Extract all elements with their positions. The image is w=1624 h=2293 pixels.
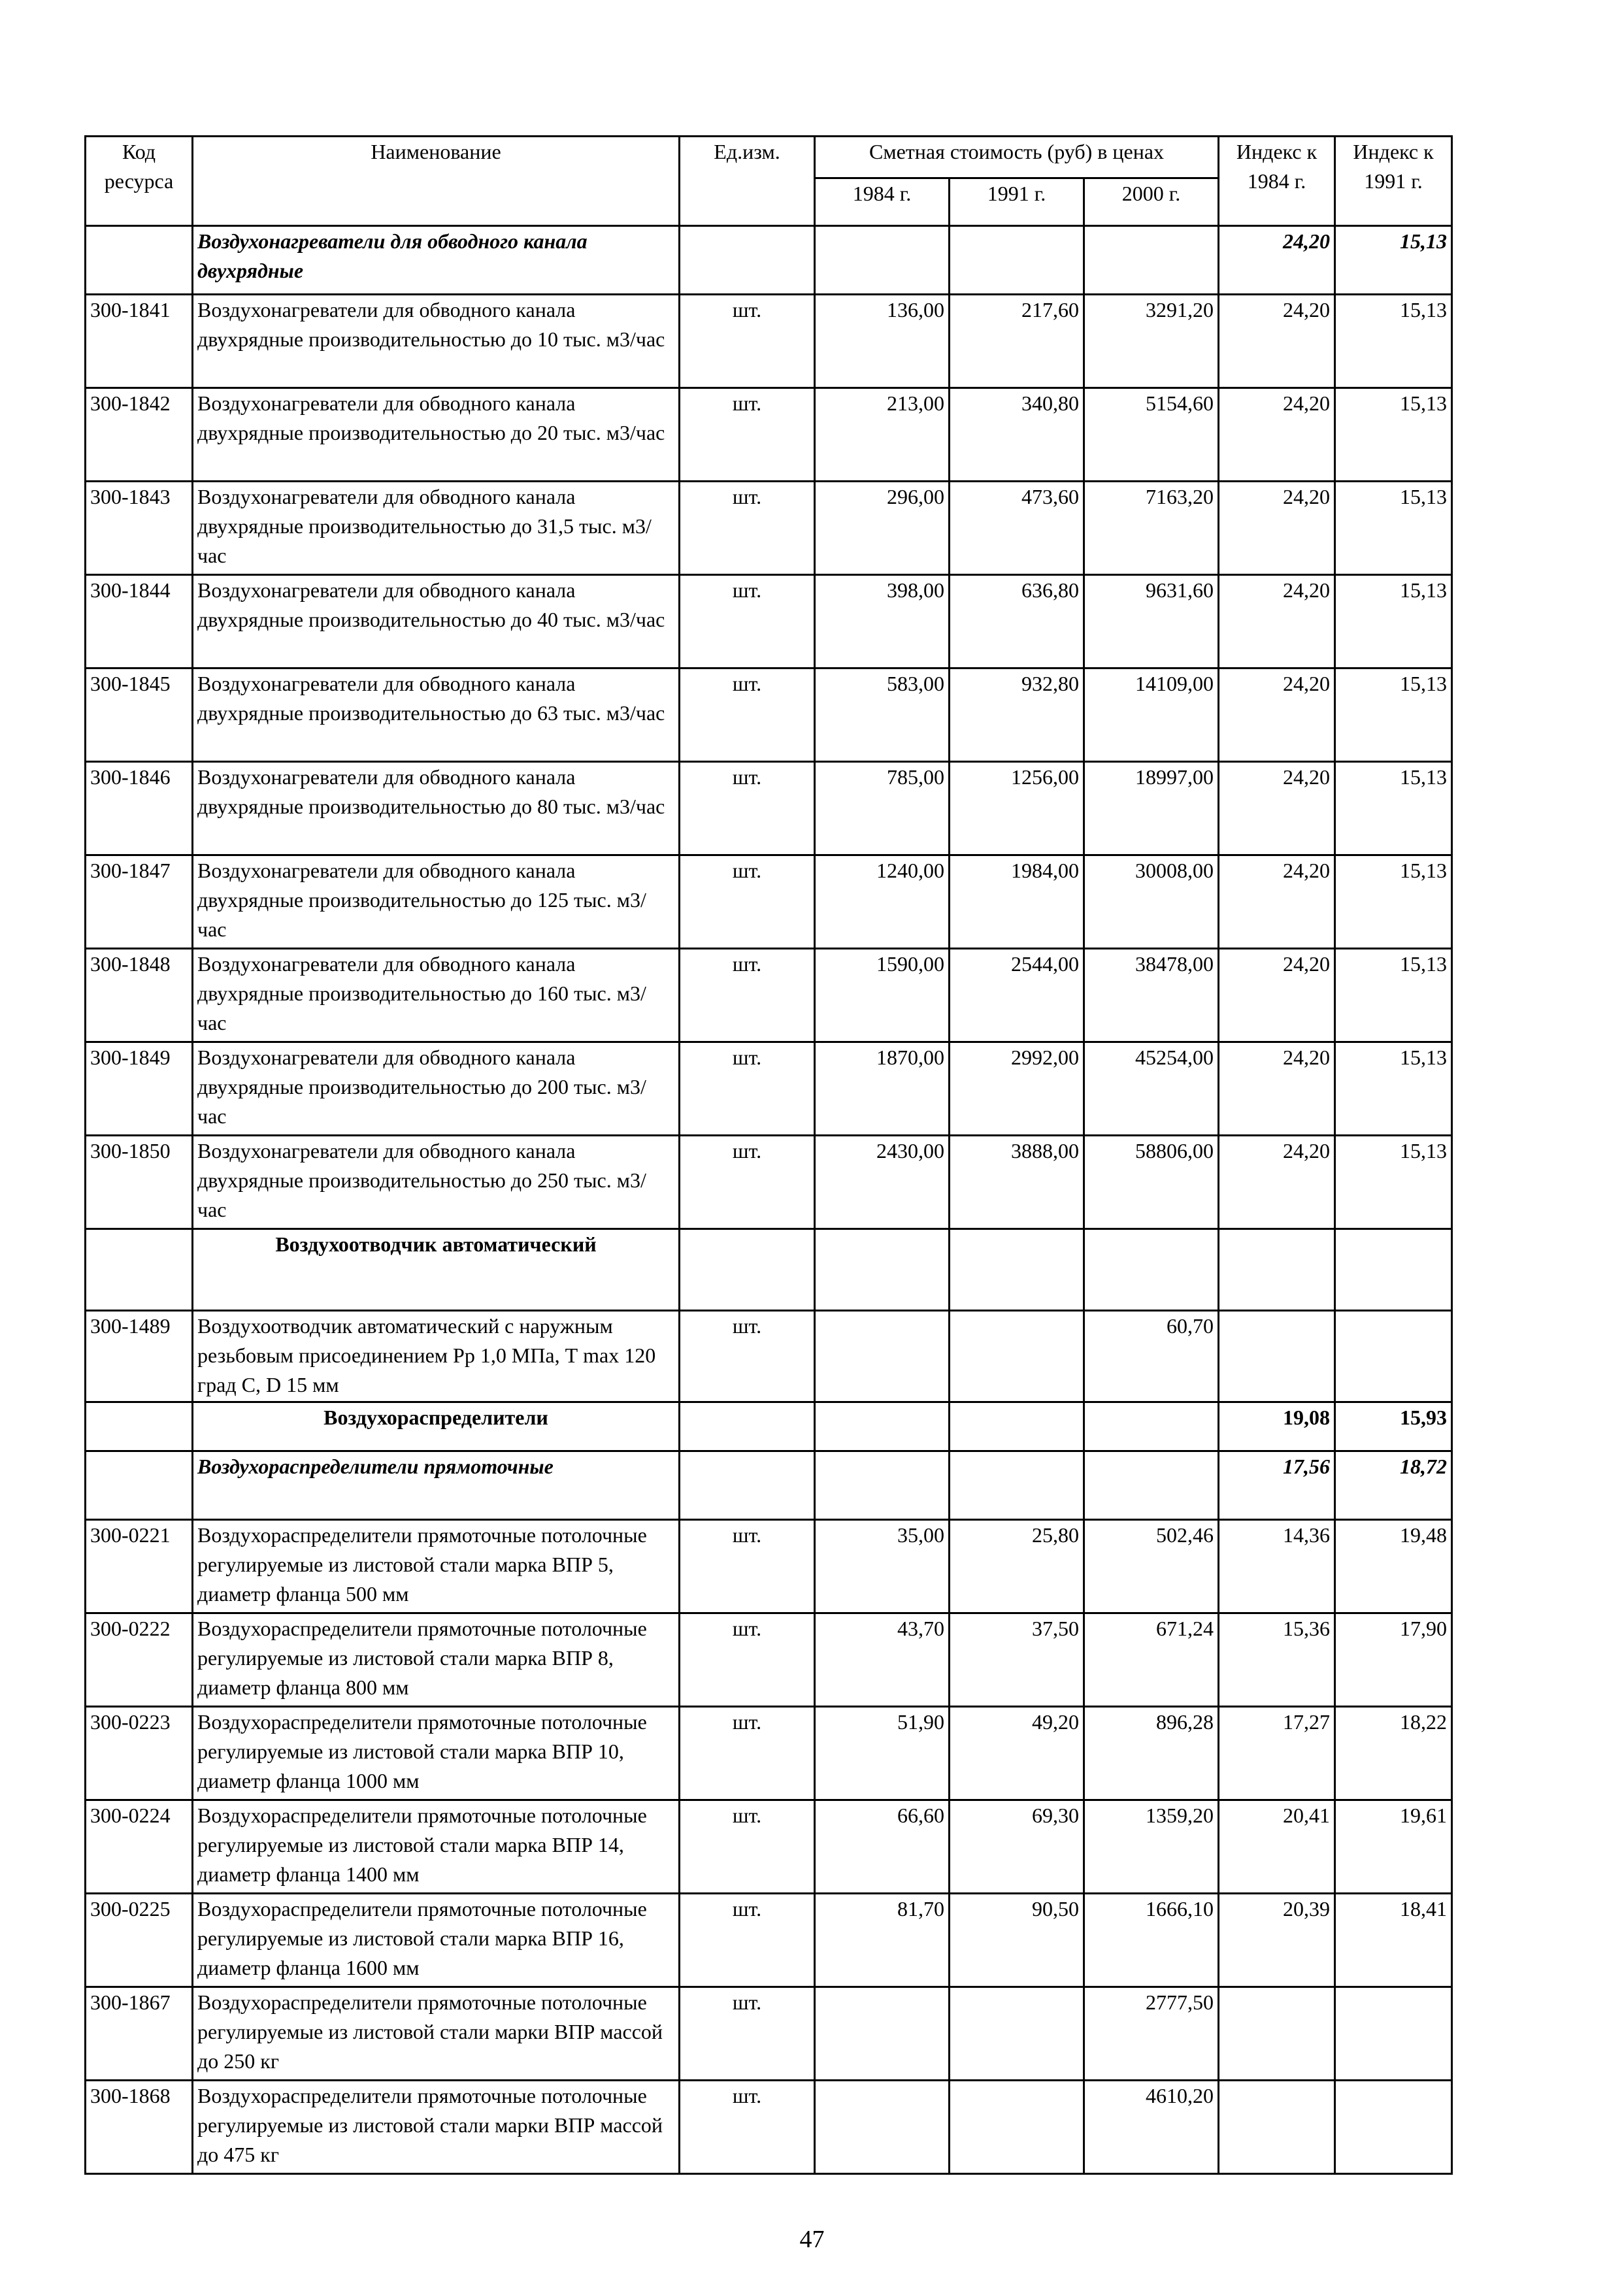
- row-index-1991: 15,13: [1335, 1136, 1452, 1229]
- table-row: [86, 482, 1452, 575]
- row-code: 300-1842: [86, 388, 193, 482]
- section-row: [86, 1451, 1452, 1520]
- table-body: [86, 226, 1452, 295]
- row-code: 300-1848: [86, 949, 193, 1042]
- row-price-1984: 43,70: [815, 1613, 950, 1707]
- row-index-1984: 20,41: [1219, 1800, 1335, 1894]
- table-row: [86, 1894, 1452, 1987]
- header-row-1: [86, 137, 1452, 178]
- section-2: [86, 1229, 1452, 1520]
- row-price-2000: 3291,20: [1084, 295, 1219, 388]
- row-price-1984: [815, 1987, 950, 2081]
- row-unit: шт.: [680, 1894, 815, 1987]
- row-price-1984: 296,00: [815, 482, 950, 575]
- row-code: 300-1847: [86, 855, 193, 949]
- row-price-1984: 583,00: [815, 668, 950, 762]
- row-price-2000: 502,46: [1084, 1520, 1219, 1613]
- row-name: Воздухоотводчик автоматический с наружным резьбовым присоединением Рр 1,0 МПа, Т max 120 град С, D 15 мм: [193, 1311, 680, 1402]
- row-price-1984: 81,70: [815, 1894, 950, 1987]
- row-index-1984: 14,36: [1219, 1520, 1335, 1613]
- row-index-1991: [1335, 1987, 1452, 2081]
- table-row: [86, 1136, 1452, 1229]
- row-price-1984: 51,90: [815, 1707, 950, 1800]
- section-index-1991: 15,13: [1335, 226, 1452, 295]
- row-index-1984: 24,20: [1219, 949, 1335, 1042]
- row-price-1984: [815, 2081, 950, 2174]
- row-index-1991: 15,13: [1335, 762, 1452, 855]
- header-year-1984: 1984 г.: [815, 178, 950, 226]
- row-code: 300-1843: [86, 482, 193, 575]
- table-row: [86, 1707, 1452, 1800]
- row-price-2000: 5154,60: [1084, 388, 1219, 482]
- row-price-2000: 7163,20: [1084, 482, 1219, 575]
- table-row: [86, 388, 1452, 482]
- row-unit: шт.: [680, 1042, 815, 1136]
- row-index-1984: 15,36: [1219, 1613, 1335, 1707]
- row-price-2000: 896,28: [1084, 1707, 1219, 1800]
- row-code: 300-0223: [86, 1707, 193, 1800]
- section-index-1991: 18,72: [1335, 1451, 1452, 1520]
- row-unit: шт.: [680, 1520, 815, 1613]
- row-name: Воздухонагреватели для обводного канала двухрядные производительностью до 160 тыс. м3/час: [193, 949, 680, 1042]
- row-index-1984: 24,20: [1219, 1042, 1335, 1136]
- section-index-1984: 17,56: [1219, 1451, 1335, 1520]
- row-name: Воздухонагреватели для обводного канала двухрядные производительностью до 200 тыс. м3/час: [193, 1042, 680, 1136]
- row-name: Воздухораспределители прямоточные потолочные регулируемые из листовой стали марки ВПР массой до 475 кг: [193, 2081, 680, 2174]
- rows-group-3: [86, 1520, 1452, 2174]
- row-unit: шт.: [680, 388, 815, 482]
- table-row: [86, 949, 1452, 1042]
- row-price-1991: 3888,00: [950, 1136, 1084, 1229]
- section-row: [86, 1229, 1452, 1311]
- row-name: Воздухонагреватели для обводного канала двухрядные производительностью до 125 тыс. м3/час: [193, 855, 680, 949]
- row-index-1991: 15,13: [1335, 668, 1452, 762]
- row-price-2000: 60,70: [1084, 1311, 1219, 1402]
- row-index-1984: 24,20: [1219, 482, 1335, 575]
- row-index-1991: 15,13: [1335, 949, 1452, 1042]
- row-price-1991: 636,80: [950, 575, 1084, 668]
- row-name: Воздухораспределители прямоточные потолочные регулируемые из листовой стали марки ВПР массой до 250 кг: [193, 1987, 680, 2081]
- row-index-1984: 24,20: [1219, 575, 1335, 668]
- row-price-2000: 38478,00: [1084, 949, 1219, 1042]
- row-price-1984: 213,00: [815, 388, 950, 482]
- row-code: 300-1850: [86, 1136, 193, 1229]
- row-name: Воздухораспределители прямоточные потолочные регулируемые из листовой стали марка ВПР 10, диаметр фланца 1000 мм: [193, 1707, 680, 1800]
- row-index-1991: [1335, 2081, 1452, 2174]
- row-price-2000: 1359,20: [1084, 1800, 1219, 1894]
- row-name: Воздухонагреватели для обводного канала двухрядные производительностью до 250 тыс. м3/час: [193, 1136, 680, 1229]
- row-price-2000: 30008,00: [1084, 855, 1219, 949]
- table-row: [86, 1613, 1452, 1707]
- row-name: Воздухонагреватели для обводного канала двухрядные производительностью до 10 тыс. м3/час: [193, 295, 680, 388]
- row-price-1991: 217,60: [950, 295, 1084, 388]
- row-price-1984: 35,00: [815, 1520, 950, 1613]
- row-index-1984: 24,20: [1219, 1136, 1335, 1229]
- header-code: Код ресурса: [86, 137, 193, 226]
- table-row: [86, 762, 1452, 855]
- row-index-1984: 24,20: [1219, 295, 1335, 388]
- row-price-2000: 58806,00: [1084, 1136, 1219, 1229]
- row-name: Воздухонагреватели для обводного канала двухрядные производительностью до 80 тыс. м3/час: [193, 762, 680, 855]
- row-price-1991: 90,50: [950, 1894, 1084, 1987]
- row-index-1991: 19,61: [1335, 1800, 1452, 1894]
- row-code: 300-1845: [86, 668, 193, 762]
- row-price-1991: 1984,00: [950, 855, 1084, 949]
- row-code: 300-1844: [86, 575, 193, 668]
- row-unit: шт.: [680, 1136, 815, 1229]
- row-unit: шт.: [680, 1800, 815, 1894]
- table-row: [86, 668, 1452, 762]
- row-index-1984: 24,20: [1219, 668, 1335, 762]
- row-index-1991: 15,13: [1335, 295, 1452, 388]
- section-index-1984: 24,20: [1219, 226, 1335, 295]
- header-name: Наименование: [193, 137, 680, 226]
- row-unit: шт.: [680, 1987, 815, 2081]
- row-name: Воздухонагреватели для обводного канала двухрядные производительностью до 20 тыс. м3/час: [193, 388, 680, 482]
- row-unit: шт.: [680, 1707, 815, 1800]
- row-name: Воздухонагреватели для обводного канала двухрядные производительностью до 31,5 тыс. м3/час: [193, 482, 680, 575]
- row-name: Воздухонагреватели для обводного канала двухрядные производительностью до 63 тыс. м3/час: [193, 668, 680, 762]
- table-row: [86, 575, 1452, 668]
- row-name: Воздухораспределители прямоточные потолочные регулируемые из листовой стали марка ВПР 5, диаметр фланца 500 мм: [193, 1520, 680, 1613]
- row-name: Воздухораспределители прямоточные потолочные регулируемые из листовой стали марка ВПР 16, диаметр фланца 1600 мм: [193, 1894, 680, 1987]
- row-price-2000: 4610,20: [1084, 2081, 1219, 2174]
- row-price-2000: 2777,50: [1084, 1987, 1219, 2081]
- row-price-2000: 1666,10: [1084, 1894, 1219, 1987]
- row-price-1991: 49,20: [950, 1707, 1084, 1800]
- header-cost-group: Сметная стоимость (руб) в ценах: [815, 137, 1219, 178]
- rows-group-1: [86, 295, 1452, 1229]
- row-index-1991: 15,13: [1335, 482, 1452, 575]
- row-code: 300-0222: [86, 1613, 193, 1707]
- row-price-2000: 45254,00: [1084, 1042, 1219, 1136]
- row-index-1991: 15,13: [1335, 1042, 1452, 1136]
- row-index-1984: 24,20: [1219, 388, 1335, 482]
- row-price-1984: 1870,00: [815, 1042, 950, 1136]
- row-index-1991: 19,48: [1335, 1520, 1452, 1613]
- page-number: 47: [799, 2226, 825, 2253]
- row-price-1991: 37,50: [950, 1613, 1084, 1707]
- row-name: Воздухораспределители прямоточные потолочные регулируемые из листовой стали марка ВПР 8, диаметр фланца 800 мм: [193, 1613, 680, 1707]
- row-code: 300-1841: [86, 295, 193, 388]
- row-price-2000: 18997,00: [1084, 762, 1219, 855]
- row-unit: шт.: [680, 668, 815, 762]
- row-index-1991: 17,90: [1335, 1613, 1452, 1707]
- row-price-1984: 398,00: [815, 575, 950, 668]
- row-unit: шт.: [680, 949, 815, 1042]
- row-price-1991: 1256,00: [950, 762, 1084, 855]
- row-price-1984: 1240,00: [815, 855, 950, 949]
- row-price-1991: 473,60: [950, 482, 1084, 575]
- row-price-1991: [950, 2081, 1084, 2174]
- section-index-1991: 15,93: [1335, 1402, 1452, 1451]
- row-unit: шт.: [680, 1613, 815, 1707]
- row-price-2000: 14109,00: [1084, 668, 1219, 762]
- section-row: [86, 226, 1452, 295]
- section-index-1984: 19,08: [1219, 1402, 1335, 1451]
- row-price-1984: 1590,00: [815, 949, 950, 1042]
- header-index-1984: Индекс к 1984 г.: [1219, 137, 1335, 226]
- table-row: [86, 1800, 1452, 1894]
- row-code: 300-1868: [86, 2081, 193, 2174]
- table-row: [86, 2081, 1452, 2174]
- row-name: Воздухонагреватели для обводного канала двухрядные производительностью до 40 тыс. м3/час: [193, 575, 680, 668]
- row-price-1984: 2430,00: [815, 1136, 950, 1229]
- row-index-1984: [1219, 1987, 1335, 2081]
- row-price-1991: 69,30: [950, 1800, 1084, 1894]
- table-row: [86, 1311, 1452, 1402]
- row-index-1991: 15,13: [1335, 388, 1452, 482]
- header-year-1991: 1991 г.: [950, 178, 1084, 226]
- row-price-1991: [950, 1987, 1084, 2081]
- row-price-1991: 25,80: [950, 1520, 1084, 1613]
- section-title: Воздухоотводчик автоматический: [193, 1229, 680, 1311]
- row-unit: шт.: [680, 855, 815, 949]
- row-index-1991: 15,13: [1335, 855, 1452, 949]
- row-code: 300-0225: [86, 1894, 193, 1987]
- row-price-1984: 66,60: [815, 1800, 950, 1894]
- row-code: 300-0221: [86, 1520, 193, 1613]
- price-table: [84, 135, 1453, 2175]
- row-price-1991: 2992,00: [950, 1042, 1084, 1136]
- row-index-1991: 18,41: [1335, 1894, 1452, 1987]
- row-price-1984: 136,00: [815, 295, 950, 388]
- row-name: Воздухораспределители прямоточные потолочные регулируемые из листовой стали марка ВПР 14, диаметр фланца 1400 мм: [193, 1800, 680, 1894]
- section-title: Воздухонагреватели для обводного канала двухрядные: [193, 226, 680, 295]
- table-row: [86, 1520, 1452, 1613]
- row-index-1984: 17,27: [1219, 1707, 1335, 1800]
- row-unit: шт.: [680, 575, 815, 668]
- row-price-2000: 9631,60: [1084, 575, 1219, 668]
- header-unit: Ед.изм.: [680, 137, 815, 226]
- row-code: 300-1489: [86, 1311, 193, 1402]
- row-unit: шт.: [680, 762, 815, 855]
- row-unit: шт.: [680, 1311, 815, 1402]
- row-code: 300-1849: [86, 1042, 193, 1136]
- row-price-1984: 785,00: [815, 762, 950, 855]
- row-index-1984: 24,20: [1219, 762, 1335, 855]
- row-code: 300-1846: [86, 762, 193, 855]
- row-code: 300-0224: [86, 1800, 193, 1894]
- row-unit: шт.: [680, 295, 815, 388]
- row-index-1984: 20,39: [1219, 1894, 1335, 1987]
- row-index-1984: [1219, 2081, 1335, 2174]
- table-row: [86, 1987, 1452, 2081]
- row-price-1991: 2544,00: [950, 949, 1084, 1042]
- header-index-1991: Индекс к 1991 г.: [1335, 137, 1452, 226]
- row-index-1991: 18,22: [1335, 1707, 1452, 1800]
- row-price-1991: 340,80: [950, 388, 1084, 482]
- row-price-1991: 932,80: [950, 668, 1084, 762]
- section-title: Воздухораспределители прямоточные: [193, 1451, 680, 1520]
- table-row: [86, 1042, 1452, 1136]
- section-row: [86, 1402, 1452, 1451]
- row-unit: шт.: [680, 482, 815, 575]
- row-unit: шт.: [680, 2081, 815, 2174]
- section-title: Воздухораспределители: [193, 1402, 680, 1451]
- table-row: [86, 855, 1452, 949]
- header-year-2000: 2000 г.: [1084, 178, 1219, 226]
- row-index-1991: 15,13: [1335, 575, 1452, 668]
- row-price-2000: 671,24: [1084, 1613, 1219, 1707]
- row-index-1984: 24,20: [1219, 855, 1335, 949]
- table-row: [86, 295, 1452, 388]
- row-code: 300-1867: [86, 1987, 193, 2081]
